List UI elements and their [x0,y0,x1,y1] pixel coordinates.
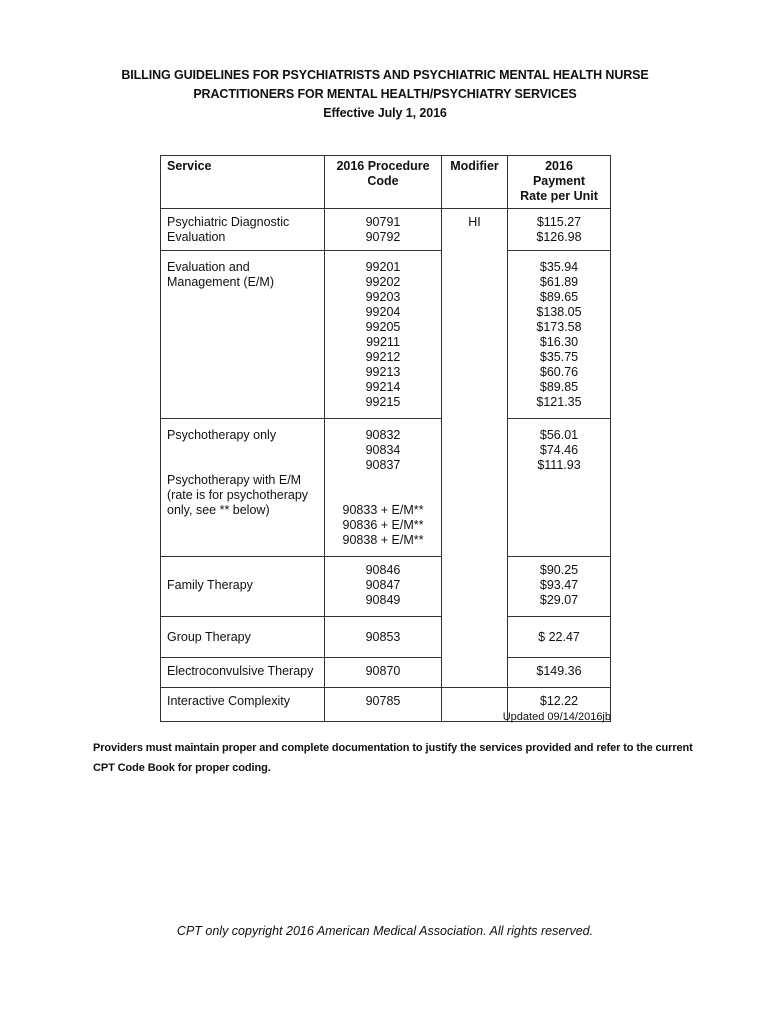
cell-line: $93.47 [539,578,579,592]
cell-line: 90791 [365,215,401,229]
table-row-group-therapy [161,617,611,658]
service-cell [161,209,325,251]
code-cell [325,251,442,419]
cell-line: 90838 + E/M** [342,533,424,547]
cell-line: $138.05 [536,305,582,319]
cell-line: $149.36 [536,664,582,678]
documentation-notice: Providers must maintain proper and complete documentation to justify the services provided and refer to the current CPT Code Book for proper coding. [93,742,693,774]
service-cell [161,419,325,557]
cell-line: $173.58 [536,320,582,334]
copyright-footer: CPT only copyright 2016 American Medical Association. All rights reserved. [176,924,594,938]
table-row-psychiatric-diagnostic [161,209,611,251]
header-procedure-code: 2016 Procedure Code [325,156,442,209]
table-row-psychotherapy [161,419,611,557]
cell-line: 90833 + E/M** [342,503,424,517]
table-header-row [161,156,611,209]
cell-line: 90834 [365,443,401,457]
cell-line: 90832 [365,428,401,442]
service-cell [161,688,325,722]
cell-line: $121.35 [536,395,582,409]
cell-line: Interactive Complexity [167,694,290,708]
cell-line: Electroconvulsive Therapy [167,664,314,678]
service-cell [161,251,325,419]
psychotherapy-only-codes [331,428,435,473]
cell-line: 99205 [365,320,401,334]
cell-line: 90847 [365,578,401,592]
cell-line: 99204 [365,305,401,319]
cell-line: $61.89 [539,275,579,289]
table-row-evaluation-management [161,251,611,419]
cell-line: (rate is for psychotherapy [167,488,309,502]
cell-line: Group Therapy [167,630,251,644]
header-modifier: Modifier [442,156,508,209]
modifier-value: HI [468,215,481,229]
cell-line: $12.22 [539,694,579,708]
cell-line: $74.46 [539,443,579,457]
cell-line: 99214 [365,380,401,394]
code-cell [325,557,442,617]
cell-line: Evaluation [167,230,226,244]
rate-cell [508,251,611,419]
code-cell [325,688,442,722]
cell-line: 90785 [365,694,401,708]
cell-line: $56.01 [539,428,579,442]
table-row-family-therapy [161,557,611,617]
cell-line: 99202 [365,275,401,289]
cell-line: 90870 [365,664,401,678]
rate-cell [508,209,611,251]
cell-line: $89.65 [539,290,579,304]
cell-line: $90.25 [539,563,579,577]
code-cell [325,617,442,658]
cell-line: 90837 [365,458,401,472]
document-title [0,66,770,123]
cell-line: 90853 [365,630,401,644]
header-service: Service [161,156,325,209]
table-row-electroconvulsive-therapy [161,658,611,688]
cell-line: $35.75 [539,350,579,364]
rate-cell [508,419,611,557]
cell-line: 90836 + E/M** [342,518,424,532]
effective-date: Effective July 1, 2016 [323,106,447,120]
rate-cell [508,617,611,658]
cell-line: Evaluation and [167,260,250,274]
billing-table [160,155,611,722]
psychotherapy-with-em-codes [331,503,435,548]
modifier-cell [442,209,508,688]
code-cell [325,419,442,557]
code-cell [325,658,442,688]
rate-cell [508,658,611,688]
cell-line: $89.85 [539,380,579,394]
cell-line: 99212 [365,350,401,364]
psychotherapy-with-em-label [167,473,318,518]
cell-line: Psychotherapy only [167,428,277,442]
title-line-2: PRACTITIONERS FOR MENTAL HEALTH/PSYCHIATRY SERVICES [193,87,577,101]
cell-line: $ 22.47 [538,630,580,644]
cell-line: $60.76 [539,365,579,379]
cell-line: $115.27 [536,215,582,229]
cell-line: Psychotherapy with E/M [167,473,302,487]
psychotherapy-only-label [167,428,318,443]
service-cell [161,557,325,617]
header-payment-rate: 2016 Payment Rate per Unit [508,156,611,209]
cell-line: 90849 [365,593,401,607]
cell-line: 99201 [365,260,401,274]
cell-line: only, see ** below) [167,503,270,517]
cell-line: 90846 [365,563,401,577]
updated-note: Updated 09/14/2016jb [502,711,611,723]
title-line-1: BILLING GUIDELINES FOR PSYCHIATRISTS AND PSYCHIATRIC MENTAL HEALTH NURSE [121,68,649,82]
cell-line: 99213 [365,365,401,379]
cell-line: 90792 [365,230,401,244]
cell-line: Psychiatric Diagnostic [167,215,290,229]
cell-line: 99215 [365,395,401,409]
cell-line: 99211 [366,335,400,349]
cell-line: Management (E/M) [167,275,274,289]
service-cell [161,617,325,658]
cell-line: $29.07 [539,593,579,607]
cell-line: $111.93 [537,458,581,472]
service-cell [161,658,325,688]
cell-line: Family Therapy [167,578,253,592]
cell-line: 99203 [365,290,401,304]
cell-line: $35.94 [539,260,579,274]
cell-line: $126.98 [536,230,582,244]
cell-line: $16.30 [539,335,579,349]
rate-cell [508,557,611,617]
code-cell [325,209,442,251]
